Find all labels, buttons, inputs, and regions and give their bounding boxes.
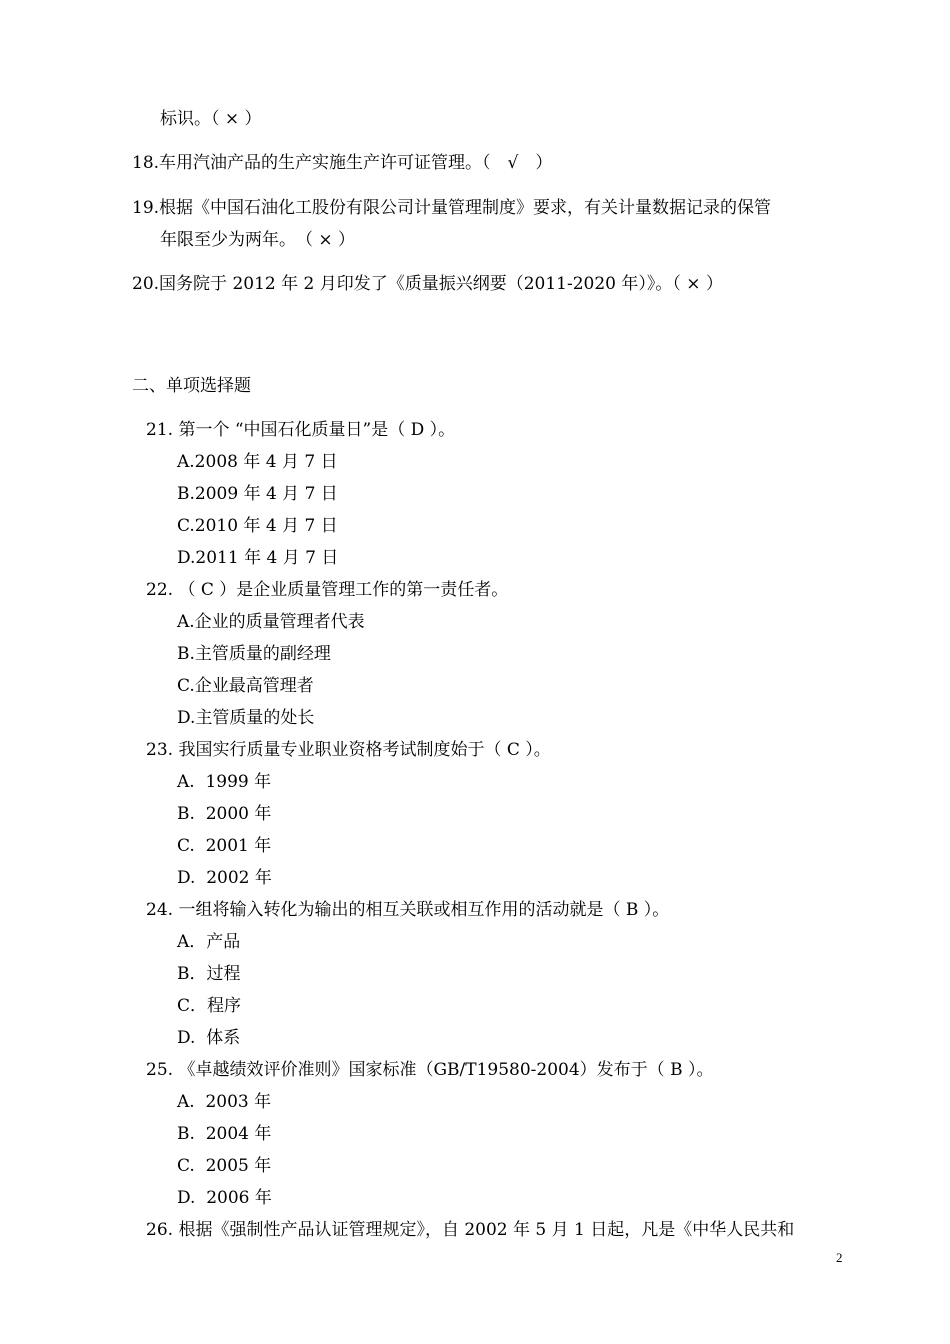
- page-number: 2: [836, 1250, 843, 1265]
- question-22-option-c: C.企业最高管理者: [177, 676, 314, 696]
- question-21-option-d: D.2011 年 4 月 7 日: [177, 548, 339, 568]
- tf-item-18: 18.车用汽油产品的生产实施生产许可证管理。（ √ ）: [132, 153, 553, 173]
- question-26-stem: 26. 根据《强制性产品认证管理规定》，自 2002 年 5 月 1 日起，凡是《中华人民共和: [146, 1220, 795, 1240]
- question-22-option-a: A.企业的质量管理者代表: [177, 612, 365, 632]
- question-24-stem: 24. 一组将输入转化为输出的相互关联或相互作用的活动就是（ B ）。: [146, 900, 670, 920]
- question-22-option-b: B.主管质量的副经理: [177, 644, 331, 664]
- question-23-option-c: C. 2001 年: [177, 836, 272, 856]
- question-23-option-d: D. 2002 年: [177, 868, 272, 888]
- tf-item-19-line2: 年限至少为两年。 （ × ）: [160, 230, 356, 250]
- question-23-stem: 23. 我国实行质量专业职业资格考试制度始于（ C ）。: [146, 740, 551, 760]
- question-24-option-a: A．产品: [177, 932, 241, 952]
- question-21-option-a: A.2008 年 4 月 7 日: [177, 452, 338, 472]
- tf-item-20: 20.国务院于 2012 年 2 月印发了《质量振兴纲要（2011-2020 年）》。（ × ）: [132, 274, 723, 294]
- question-24-option-c: C．程序: [177, 996, 242, 1016]
- question-25-stem: 25. 《卓越绩效评价准则》国家标准（GB/T19580-2004）发布于（ B ）。: [146, 1060, 714, 1080]
- tf-item-19-line1: 19.根据《中国石油化工股份有限公司计量管理制度》要求，有关计量数据记录的保管: [132, 198, 772, 218]
- tf-item-17-continuation: 标识。（ × ）: [160, 109, 262, 129]
- question-24-option-b: B．过程: [177, 964, 241, 984]
- question-21-stem: 21. 第一个 “中国石化质量日”是（ D ）。: [146, 420, 456, 440]
- question-23-option-b: B. 2000 年: [177, 804, 272, 824]
- question-22-stem: 22. （ C ）是企业质量管理工作的第一责任者。: [146, 580, 509, 600]
- question-21-option-b: B.2009 年 4 月 7 日: [177, 484, 338, 504]
- question-22-option-d: D.主管质量的处长: [177, 708, 315, 728]
- question-25-option-c: C. 2005 年: [177, 1156, 272, 1176]
- question-25-option-d: D. 2006 年: [177, 1188, 272, 1208]
- question-23-option-a: A. 1999 年: [177, 772, 272, 792]
- question-25-option-b: B. 2004 年: [177, 1124, 272, 1144]
- question-24-option-d: D. 体系: [177, 1028, 241, 1048]
- question-25-option-a: A. 2003 年: [177, 1092, 272, 1112]
- question-21-option-c: C.2010 年 4 月 7 日: [177, 516, 338, 536]
- section2-title: 二、单项选择题: [132, 376, 251, 396]
